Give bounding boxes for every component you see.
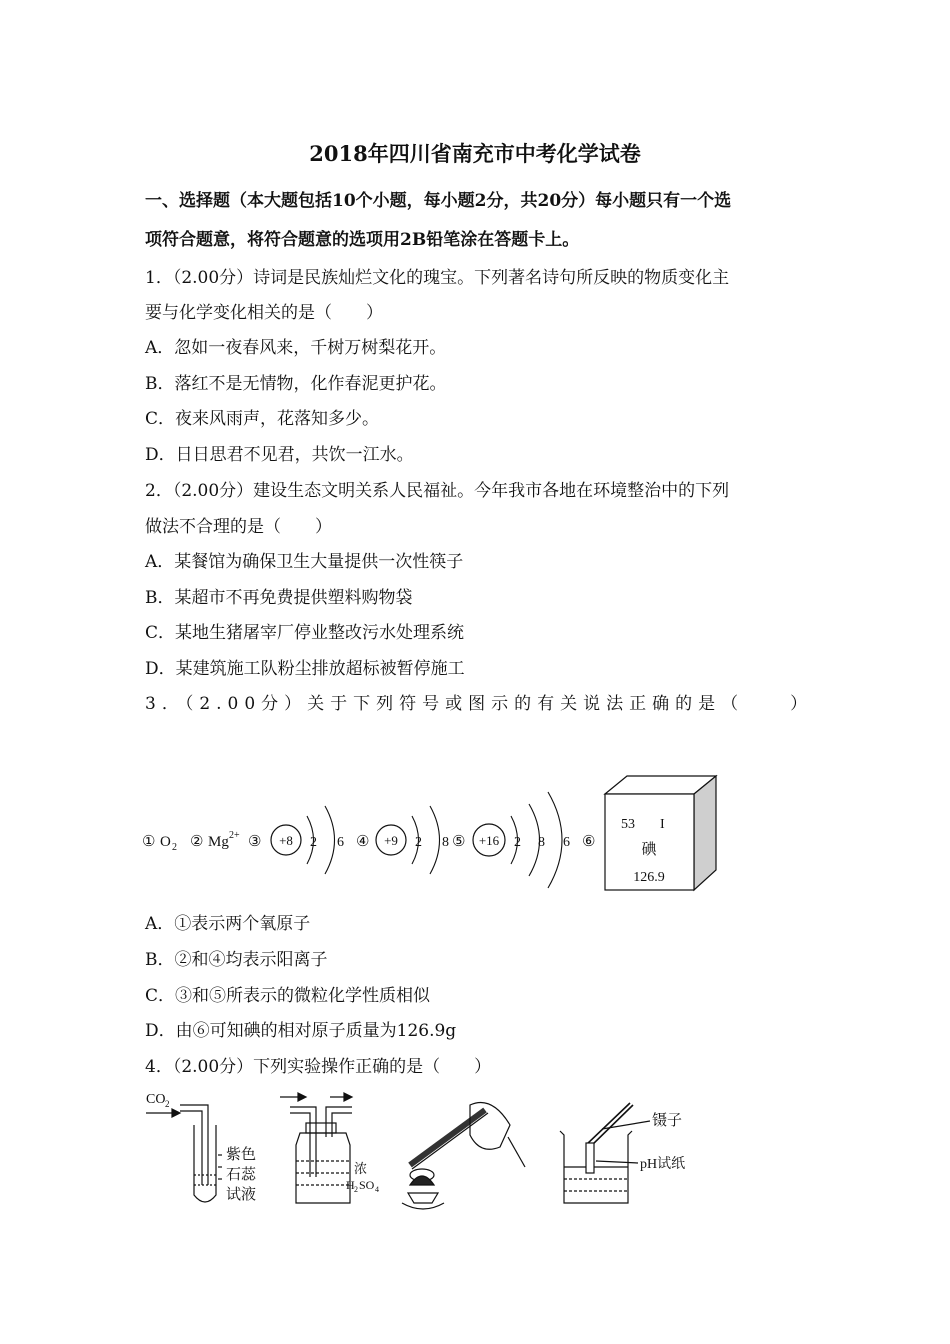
q3-label-5: ⑤ xyxy=(452,834,466,850)
q3-option-b: B．②和④均表示阳离子 xyxy=(145,950,328,970)
q2-option-a: A．某餐馆为确保卫生大量提供一次性筷子 xyxy=(145,552,464,572)
q3-iodine-symbol: I xyxy=(660,817,665,832)
q3-mg-sup: 2+ xyxy=(229,830,240,841)
q3-shell-4b-count: 8 xyxy=(442,835,449,850)
q4-h2so4-sub: 2 xyxy=(354,1185,358,1194)
q3-label-3: ③ xyxy=(248,834,262,850)
q3-shell-4a-count: 2 xyxy=(415,835,422,850)
q3-label-2: ② xyxy=(190,834,204,850)
q4-apparatus-c xyxy=(402,1103,525,1210)
q3-option-a: A．①表示两个氧原子 xyxy=(145,914,311,934)
q3-cube-side xyxy=(694,776,716,890)
q4-tweezers-label: 镊子 xyxy=(652,1113,683,1129)
q4-figure xyxy=(140,1085,720,1215)
q4-conc-label: 浓 xyxy=(354,1161,368,1176)
q3-shell-3b xyxy=(325,806,335,874)
section-heading-line2: 项符合题意，将符合题意的选项用2B铅笔涂在答题卡上。 xyxy=(145,230,580,250)
q2-option-b: B．某超市不再免费提供塑料购物袋 xyxy=(145,588,413,608)
section-heading-line1: 一、选择题（本大题包括10个小题，每小题2分，共20分）每小题只有一个选 xyxy=(145,191,732,211)
q3-figure xyxy=(130,770,730,900)
q4-litmus-line2: 石蕊 xyxy=(226,1167,257,1183)
q1-option-a: A．忽如一夜春风来，千树万树梨花开。 xyxy=(145,338,447,358)
q3-option-c: C．③和⑤所表示的微粒化学性质相似 xyxy=(145,986,431,1006)
q3-mg: Mg xyxy=(208,834,229,850)
q4-co2-sub: 2 xyxy=(165,1099,170,1109)
q3-nucleus-3-charge: +8 xyxy=(279,833,293,848)
q3-shell-5c xyxy=(548,792,562,888)
q4-h2so4-sub2: 4 xyxy=(375,1185,379,1194)
q3-iodine-name: 碘 xyxy=(641,842,657,858)
q3-iodine-mass: 126.9 xyxy=(633,870,665,885)
q3-shell-3b-count: 6 xyxy=(337,835,344,850)
q4-apparatus-a xyxy=(146,1105,222,1202)
q4-h2so4-so: SO xyxy=(359,1178,375,1192)
q2-option-c: C．某地生猪屠宰厂停业整改污水处理系统 xyxy=(145,623,465,643)
q3-nucleus-5-charge: +16 xyxy=(478,833,500,848)
q1-stem-line1: 1．（2.00分）诗词是民族灿烂文化的瑰宝。下列著名诗句所反映的物质变化主 xyxy=(145,268,730,288)
q3-o2: O xyxy=(160,834,171,850)
q4-h2so4-h: H xyxy=(346,1178,355,1192)
q3-label-4: ④ xyxy=(356,834,370,850)
q3-shell-5c-count: 6 xyxy=(563,835,570,850)
q4-litmus-line3: 试液 xyxy=(226,1187,257,1203)
q4-litmus-line1: 紫色 xyxy=(226,1147,257,1163)
q1-option-d: D．日日思君不见君，共饮一江水。 xyxy=(145,445,414,465)
q3-stem: 3．（2.00分）关于下列符号或图示的有关说法正确的是（ ） xyxy=(145,694,814,714)
q4-apparatus-d xyxy=(560,1103,650,1203)
q4-co2-label: CO xyxy=(146,1092,166,1107)
q3-label-1: ① xyxy=(142,834,156,850)
q3-nucleus-4-charge: +9 xyxy=(384,833,398,848)
q3-shell-4b xyxy=(430,806,440,874)
q3-shell-3a-count: 2 xyxy=(310,835,317,850)
page-title: 2018年四川省南充市中考化学试卷 xyxy=(309,141,641,166)
q3-option-d: D．由⑥可知碘的相对原子质量为126.9g xyxy=(145,1021,457,1041)
q4-apparatus-b xyxy=(280,1093,352,1203)
q3-iodine-number: 53 xyxy=(621,817,635,832)
q3-label-6: ⑥ xyxy=(582,834,596,850)
q1-option-c: C．夜来风雨声，花落知多少。 xyxy=(145,409,380,429)
q1-option-b: B．落红不是无情物，化作春泥更护花。 xyxy=(145,374,447,394)
q3-shell-5a-count: 2 xyxy=(514,835,521,850)
q1-stem-line2: 要与化学变化相关的是（ ） xyxy=(145,303,383,323)
q4-ph-paper-label: pH试纸 xyxy=(640,1157,686,1172)
q4-stem: 4．（2.00分）下列实验操作正确的是（ ） xyxy=(145,1057,492,1077)
q3-o2-sub: 2 xyxy=(172,842,177,853)
q2-stem-line1: 2．（2.00分）建设生态文明关系人民福祉。今年我市各地在环境整治中的下列 xyxy=(145,481,730,501)
q3-shell-5b-count: 8 xyxy=(538,835,545,850)
q2-stem-line2: 做法不合理的是（ ） xyxy=(145,517,332,537)
q2-option-d: D．某建筑施工队粉尘排放超标被暂停施工 xyxy=(145,659,465,679)
